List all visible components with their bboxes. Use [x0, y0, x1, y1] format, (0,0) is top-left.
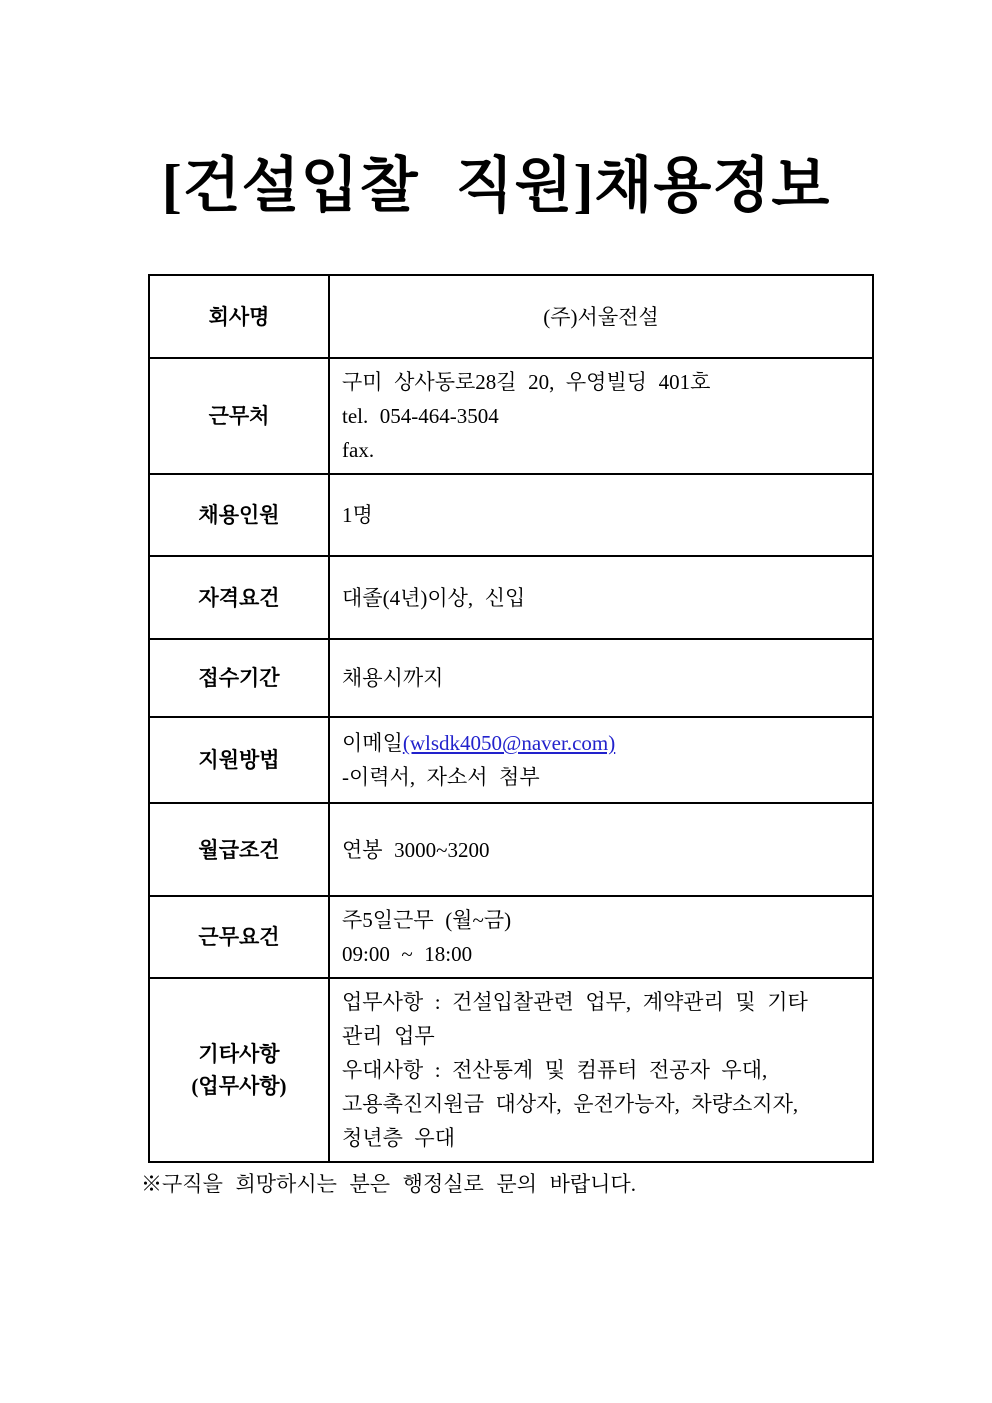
table-row-apply-method	[149, 717, 873, 803]
table-row-salary	[149, 803, 873, 896]
footnote: ※구직을 희망하시는 분은 행정실로 문의 바랍니다.	[141, 1172, 636, 1196]
tel-line: tel. 054-464-3504	[342, 404, 499, 428]
etc-label-line2: (업무사항)	[191, 1074, 287, 1098]
table-row-etc-notes	[149, 978, 873, 1162]
job-info-table	[148, 274, 874, 1163]
fax-line: fax.	[342, 438, 375, 462]
row-label-application-period: 접수기간	[149, 639, 329, 717]
preference-line: 고용촉진지원금 대상자, 운전가능자, 차량소지자,	[342, 1092, 799, 1116]
row-value-application-period: 채용시까지	[329, 639, 873, 717]
row-value-apply-method	[329, 717, 873, 803]
row-value-etc-notes	[329, 978, 873, 1162]
row-label-apply-method: 지원방법	[149, 717, 329, 803]
attachment-note-line: -이력서, 자소서 첨부	[342, 765, 540, 789]
page-title: [건설입찰 직원]채용정보	[161, 153, 831, 219]
etc-label-line1: 기타사항	[198, 1042, 280, 1066]
duty-line: 업무사항 : 건설입찰관련 업무, 계약관리 및 기타	[342, 990, 808, 1014]
duty-line: 관리 업무	[342, 1024, 435, 1048]
table-row-application-period	[149, 639, 873, 717]
row-value-work-place	[329, 358, 873, 474]
row-value-company-name: (주)서울전설	[329, 275, 873, 358]
row-value-work-condition	[329, 896, 873, 978]
preference-line: 우대사항 : 전산통계 및 컴퓨터 전공자 우대,	[342, 1058, 768, 1082]
row-label-company-name: 회사명	[149, 275, 329, 358]
table-row-company-name	[149, 275, 873, 358]
row-label-work-place: 근무처	[149, 358, 329, 474]
table-row-qualification	[149, 556, 873, 639]
row-label-qualification: 자격요건	[149, 556, 329, 639]
table-row-work-place	[149, 358, 873, 474]
address-line: 구미 상사동로28길 20, 우영빌딩 401호	[342, 370, 711, 394]
preference-line: 청년층 우대	[342, 1126, 455, 1150]
row-value-salary: 연봉 3000~3200	[329, 803, 873, 896]
row-label-work-condition: 근무요건	[149, 896, 329, 978]
row-label-salary: 월급조건	[149, 803, 329, 896]
row-label-etc-notes	[149, 978, 329, 1162]
email-prefix-label: 이메일	[342, 731, 403, 755]
email-link[interactable]: (wlsdk4050@naver.com)	[402, 731, 616, 755]
workdays-line: 주5일근무 (월~금)	[342, 908, 512, 932]
row-label-hire-count: 채용인원	[149, 474, 329, 556]
row-value-qualification: 대졸(4년)이상, 신입	[329, 556, 873, 639]
table-row-hire-count	[149, 474, 873, 556]
workhours-line: 09:00 ~ 18:00	[342, 942, 473, 966]
email-line	[342, 726, 862, 760]
row-value-hire-count: 1명	[329, 474, 873, 556]
table-row-work-condition	[149, 896, 873, 978]
